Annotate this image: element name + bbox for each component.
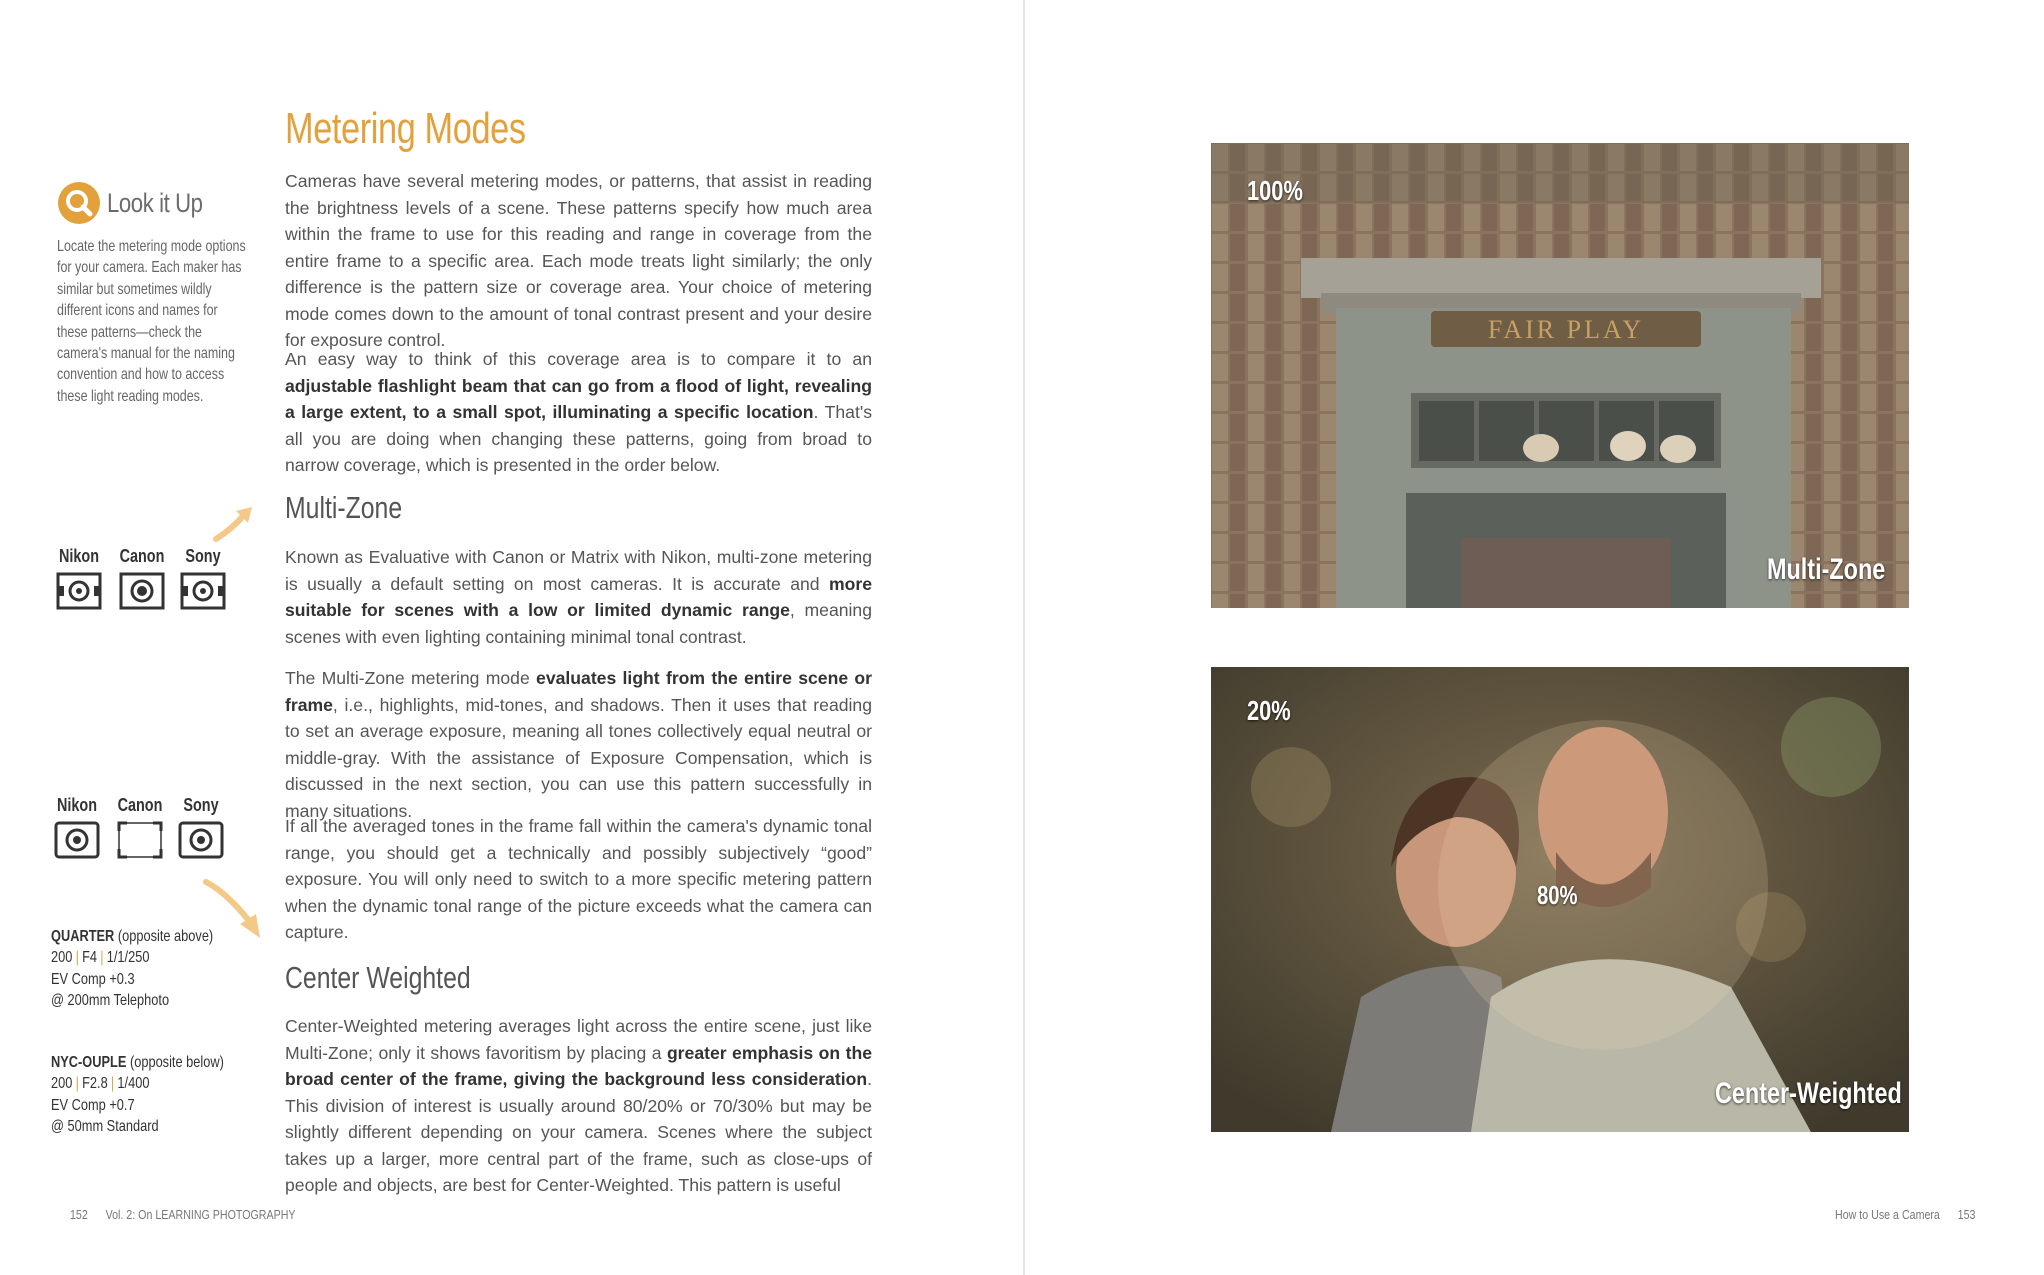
settings-ev: EV Comp +0.7 bbox=[51, 1096, 135, 1114]
brand-label: Sony bbox=[185, 546, 221, 566]
running-title: Vol. 2: On LEARNING PHOTOGRAPHY bbox=[105, 1207, 296, 1222]
multizone-sony-icon bbox=[180, 572, 226, 610]
text-run: Center-Weighted metering averages light across the entire scene, just like Multi-Zone; only it shows favoritism by placing a bbox=[285, 1016, 872, 1063]
brand-nikon bbox=[52, 795, 102, 859]
settings-iso: 200 bbox=[51, 949, 73, 967]
multizone-canon-icon bbox=[119, 572, 165, 610]
text-run: . This division of interest is usually around 80/20% or 70/30% but may be slightly different depending on your camera. Scenes where the subject takes up a larger, more central part of the frame, such as close-ups of people and objects, are best for Center-Weighted. This pattern is useful bbox=[285, 1069, 872, 1195]
look-it-up-sidebar bbox=[57, 178, 247, 407]
photo-settings-quarter: QUARTER (opposite above) 200 | F4 | 1/1/250 EV Comp +0.3 @ 200mm Telephoto bbox=[51, 926, 213, 1012]
brand-canon bbox=[114, 546, 170, 610]
magnifier-icon bbox=[57, 181, 101, 225]
center-weighted-paragraph-1 bbox=[285, 1013, 872, 1195]
center-weighted-canon-icon bbox=[117, 821, 163, 859]
settings-lens: @ 50mm Standard bbox=[51, 1118, 159, 1136]
brand-canon bbox=[112, 795, 168, 859]
inner-percent-label: 80% bbox=[1537, 880, 1578, 910]
footer-left bbox=[70, 1207, 296, 1222]
coverage-percent-label: 100% bbox=[1247, 175, 1303, 206]
settings-lens: @ 200mm Telephoto bbox=[51, 992, 170, 1010]
multizone-paragraph-1 bbox=[285, 544, 872, 650]
photo-caption-label: Center-Weighted bbox=[1715, 1077, 1902, 1110]
page-number: 153 bbox=[1957, 1207, 1976, 1222]
center-weighted-heading: Center Weighted bbox=[285, 960, 471, 995]
settings-note: (opposite above) bbox=[114, 928, 214, 945]
footer-right bbox=[1835, 1207, 1975, 1222]
brand-nikon bbox=[54, 546, 104, 610]
photo-settings-nyc-ouple: NYC-OUPLE (opposite below) 200 | F2.8 | 1/400 EV Comp +0.7 @ 50mm Standard bbox=[51, 1052, 224, 1138]
arrow-up-right-icon bbox=[212, 505, 256, 543]
multizone-photo bbox=[1211, 143, 1909, 608]
multizone-heading: Multi-Zone bbox=[285, 490, 403, 525]
text-run: Known as Evaluative with Canon or Matrix with Nikon, multi-zone metering is usually a default setting on most cameras. It is accurate and bbox=[285, 547, 872, 594]
settings-name: NYC-OUPLE bbox=[51, 1054, 127, 1071]
center-weighted-photo bbox=[1211, 667, 1909, 1132]
settings-aperture: F2.8 bbox=[82, 1075, 108, 1093]
text-run: , meaning scenes with even lighting containing minimal tonal contrast. bbox=[285, 600, 872, 647]
settings-name: QUARTER bbox=[51, 928, 115, 945]
look-it-up-text: Locate the metering mode options for your camera. Each maker has similar but sometimes wildly different icons and names for these patterns—check the camera's manual for the naming convention and how to access these light reading modes. bbox=[57, 238, 246, 405]
settings-shutter: 1/1/250 bbox=[106, 949, 150, 967]
photo-caption-label: Multi-Zone bbox=[1767, 553, 1886, 586]
center-weighted-icons bbox=[52, 795, 234, 859]
multizone-icons bbox=[54, 546, 236, 610]
storefront-image bbox=[1211, 143, 1909, 608]
bold-run: evaluates light from the entire scene or frame bbox=[285, 668, 872, 715]
page-number: 152 bbox=[70, 1207, 88, 1222]
bold-run: greater emphasis on the broad center of the frame, giving the background less consideration bbox=[285, 1042, 872, 1089]
intro-paragraph-2 bbox=[285, 346, 872, 479]
brand-sony bbox=[178, 795, 224, 859]
brand-label: Nikon bbox=[57, 795, 98, 815]
brand-label: Canon bbox=[119, 546, 165, 566]
text-run: , i.e., highlights, mid-tones, and shadows. Then it uses that reading to set an average exposure, meaning all tones collectively equal neutral or middle-gray. With the assistance of Exposure Compensation, which is discussed in the next section, you can use this pattern successfully in many situations. bbox=[285, 694, 872, 821]
settings-note: (opposite below) bbox=[126, 1054, 224, 1071]
multizone-paragraph-3: If all the averaged tones in the frame fall within the camera's dynamic tonal range, you should get a technically and possibly subjectively “good” exposure. You will only need to switch to a more specific metering pattern when the dynamic tonal range of the picture exceeds what the camera can capture. bbox=[285, 816, 872, 942]
text-run: . That's all you are doing when changing these patterns, going from broad to narrow coverage, which is presented in the order below. bbox=[285, 402, 872, 475]
intro-paragraph-1: Cameras have several metering modes, or patterns, that assist in reading the brightness levels of a scene. These patterns specify how much area within the frame to use for this reading and range in coverage from the entire frame to a specific area. Each mode treats light similarly; the only difference is the pattern size or coverage area. Your choice of metering mode comes down to the amount of tonal contrast present and your desire for exposure control. bbox=[285, 171, 872, 350]
settings-ev: EV Comp +0.3 bbox=[51, 970, 135, 988]
brand-label: Canon bbox=[117, 795, 163, 815]
center-weighted-nikon-icon bbox=[54, 821, 100, 859]
page-title: Metering Modes bbox=[285, 104, 526, 153]
settings-iso: 200 bbox=[51, 1075, 73, 1093]
bold-run: more suitable for scenes with a low or limited dynamic range bbox=[285, 573, 872, 620]
brand-sony bbox=[180, 546, 226, 610]
multizone-paragraph-2 bbox=[285, 665, 872, 824]
bold-run: adjustable flashlight beam that can go from a flood of light, revealing a large extent, to a small spot, illuminating a specific location bbox=[285, 375, 872, 422]
text-run: An easy way to think of this coverage area is to compare it to an bbox=[285, 349, 872, 369]
brand-label: Nikon bbox=[59, 546, 100, 566]
text-run: The Multi-Zone metering mode bbox=[285, 668, 537, 688]
look-it-up-title: Look it Up bbox=[107, 187, 203, 218]
outer-percent-label: 20% bbox=[1247, 695, 1291, 726]
settings-shutter: 1/400 bbox=[117, 1075, 150, 1093]
multizone-nikon-icon bbox=[56, 572, 102, 610]
center-weighted-sony-icon bbox=[178, 821, 224, 859]
right-page bbox=[1025, 0, 2044, 1275]
shop-sign-text: FAIR PLAY bbox=[1487, 315, 1645, 344]
running-title: How to Use a Camera bbox=[1835, 1207, 1940, 1222]
brand-label: Sony bbox=[183, 795, 219, 815]
settings-aperture: F4 bbox=[82, 949, 98, 967]
